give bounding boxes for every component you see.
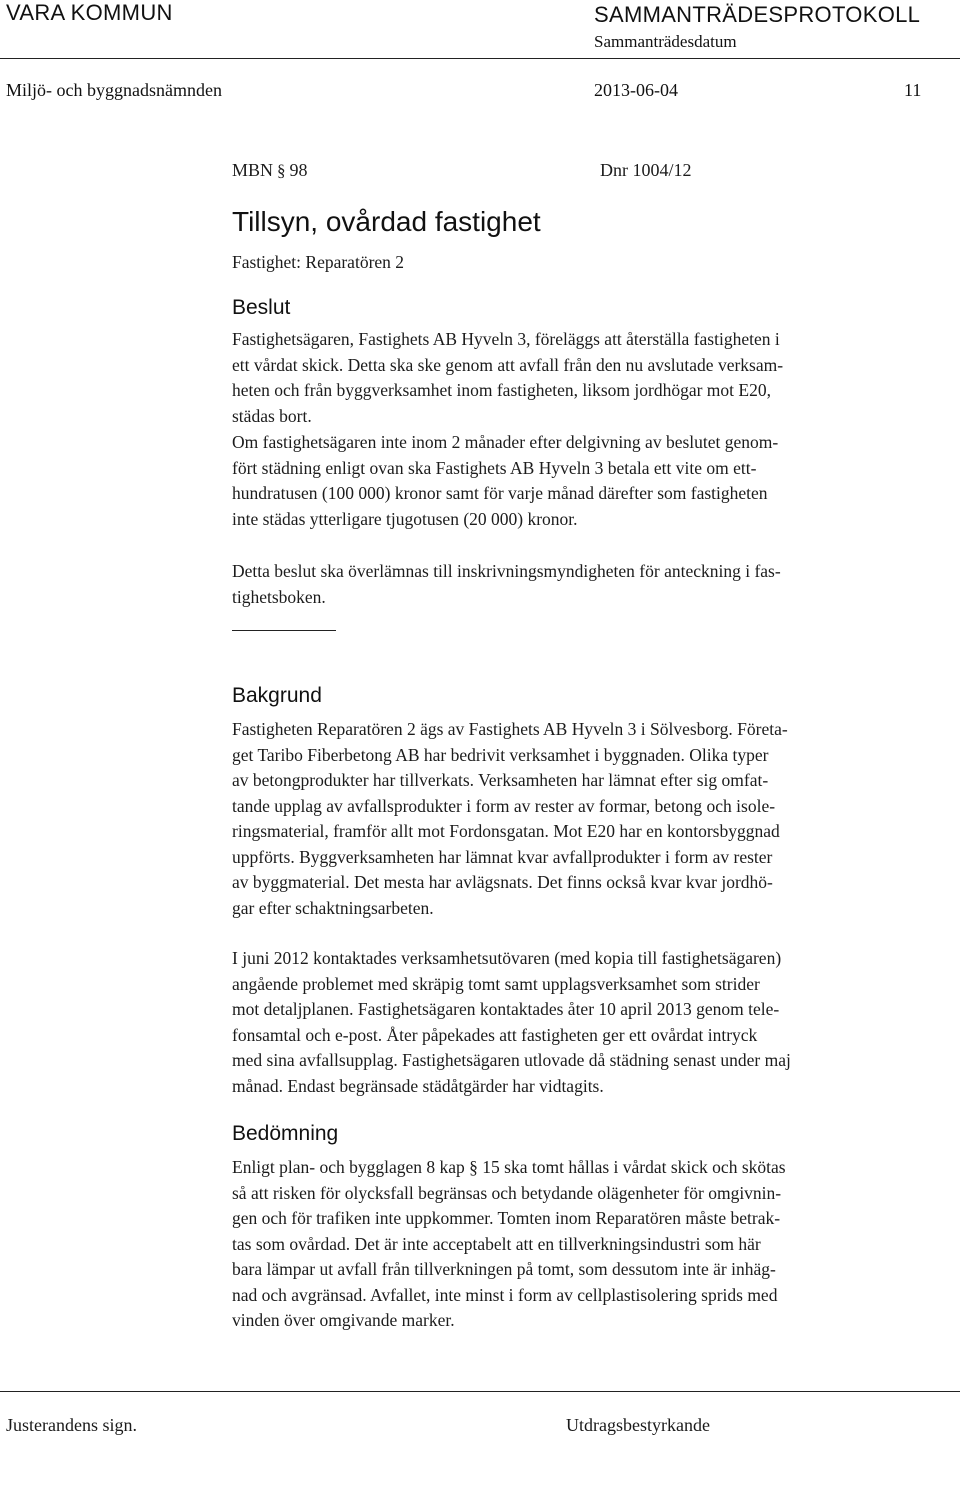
protocol-title: SAMMANTRÄDESPROTOKOLL — [594, 2, 921, 27]
text-line: ett vårdat skick. Detta ska ske genom att avfall från den nu avslutade verksam- — [232, 354, 784, 375]
text-line: hundratusen (100 000) kronor samt för varje månad därefter som fastigheten — [232, 483, 768, 503]
text-line: så att risken för olycksfall begränsas och betydande olägenheter för omgivnin- — [232, 1182, 782, 1203]
text-line: Detta beslut ska överlämnas till inskrivningsmyndigheten för anteckning i fas- — [232, 561, 781, 581]
text-line: ringsmaterial, framför allt mot Fordonsgatan. Mot E20 har en kontorsbyggnad — [232, 821, 780, 841]
beslut-paragraph-2 — [232, 430, 932, 532]
beslut-paragraph-1 — [232, 327, 932, 429]
text-line: inte städas ytterligare tjugotusen (20 000) kronor. — [232, 508, 578, 529]
text-line: I juni 2012 kontaktades verksamhetsutövaren (med kopia till fastighetsägaren) — [232, 948, 782, 968]
section-heading-beslut: Beslut — [232, 296, 291, 319]
text-line: angående problemet med skräpig tomt samt upplagsverksamhet som strider — [232, 973, 760, 994]
footer-signature-label: Justerandens sign. — [6, 1415, 137, 1435]
organization-name: VARA KOMMUN — [6, 0, 173, 25]
bedomning-paragraph — [232, 1155, 932, 1334]
text-line: Fastigheten Reparatören 2 ägs av Fastighets AB Hyveln 3 i Sölvesborg. Företa- — [232, 719, 788, 739]
text-line: av betongprodukter har tillverkats. Verksamheten har lämnat efter sig omfat- — [232, 770, 769, 790]
text-line: nad och avgränsad. Avfallet, inte minst i form av cellplastisolering sprids med — [232, 1284, 778, 1305]
case-id-number: 98 — [289, 160, 308, 180]
text-line: med sina avfallsupplag. Fastighetsägaren utlovade då städning senast under maj — [232, 1050, 791, 1070]
text-line: städas bort. — [232, 405, 312, 426]
text-line: vinden över omgivande marker. — [232, 1310, 455, 1330]
section-heading-bakgrund: Bakgrund — [232, 684, 322, 707]
text-line: Enligt plan- och bygglagen 8 kap § 15 ska tomt hållas i vårdat skick och skötas — [232, 1157, 786, 1177]
section-divider — [232, 630, 336, 631]
text-line: bara lämpar ut avfall från tillverkningen på tomt, som dessutom inte är inhäg- — [232, 1259, 776, 1279]
text-line: tas som ovårdad. Det är inte acceptabelt att en tillverkningsindustri som här — [232, 1233, 761, 1254]
bakgrund-paragraph-2 — [232, 946, 932, 1099]
meeting-date: 2013-06-04 — [594, 80, 678, 100]
footer-certification-label: Utdragsbestyrkande — [566, 1415, 710, 1435]
text-line: heten och från byggverksamhet inom fastigheten, liksom jordhögar mot E20, — [232, 380, 771, 400]
committee-name: Miljö- och byggnadsnämnden — [6, 80, 222, 100]
text-line: fonsamtal och e-post. Åter påpekades att fastigheten ger ett ovårdat intryck — [232, 1024, 758, 1045]
bakgrund-paragraph-1 — [232, 717, 932, 921]
case-id-prefix: MBN — [232, 160, 274, 180]
page-title: Tillsyn, ovårdad fastighet — [232, 206, 541, 237]
meeting-date-label: Sammanträdesdatum — [594, 32, 737, 51]
case-id — [232, 158, 308, 184]
property-name: Fastighet: Reparatören 2 — [232, 252, 405, 272]
text-line: gen och för trafiken inte uppkommer. Tomten inom Reparatören måste betrak- — [232, 1208, 781, 1228]
text-line: gar efter schaktningsarbeten. — [232, 897, 434, 918]
text-line: tande upplag av avfallsprodukter i form av rester av formar, betong och isole- — [232, 795, 776, 816]
footer-rule — [0, 1391, 960, 1392]
text-line: mot detaljplanen. Fastighetsägaren kontaktades åter 10 april 2013 genom tele- — [232, 999, 780, 1019]
text-line: tighetsboken. — [232, 586, 326, 607]
section-symbol: § — [277, 161, 286, 180]
text-line: av byggmaterial. Det mesta har avlägsnats. Det finns också kvar kvar jordhö- — [232, 872, 773, 892]
case-dnr: Dnr 1004/12 — [600, 160, 692, 180]
text-line: månad. Endast begränsade städåtgärder har vidtagits. — [232, 1075, 604, 1096]
text-line: get Taribo Fiberbetong AB har bedrivit verksamhet i byggnaden. Olika typer — [232, 744, 769, 765]
section-heading-bedomning: Bedömning — [232, 1122, 339, 1145]
header-rule — [0, 58, 960, 59]
text-line: fört städning enligt ovan ska Fastighets AB Hyveln 3 betala ett vite om ett- — [232, 457, 757, 478]
text-line: uppförts. Byggverksamheten har lämnat kvar avfallprodukter i form av rester — [232, 846, 773, 867]
text-line: Fastighetsägaren, Fastighets AB Hyveln 3, föreläggs att återställa fastigheten i — [232, 329, 780, 349]
text-line: Om fastighetsägaren inte inom 2 månader efter delgivning av beslutet genom- — [232, 432, 779, 452]
beslut-paragraph-3 — [232, 559, 932, 610]
page-number: 11 — [904, 80, 922, 100]
